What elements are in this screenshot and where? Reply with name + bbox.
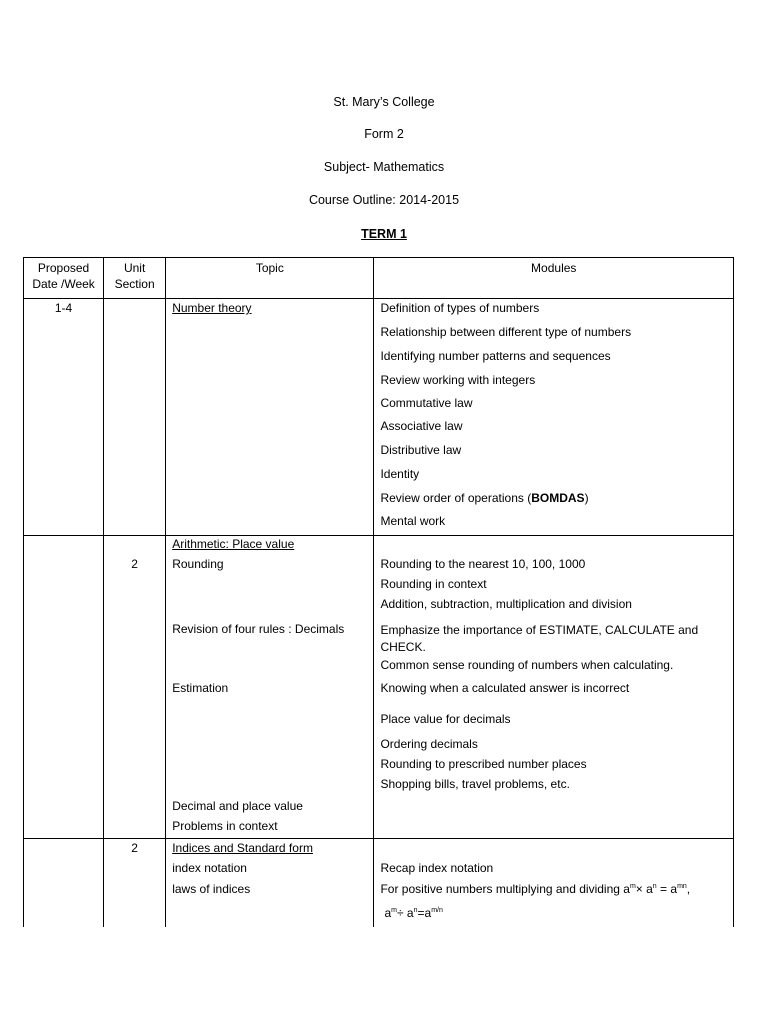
comma: , [686,882,691,896]
school-name: St. Mary’s College [333,95,435,109]
row3-unit-cell [104,839,166,928]
order-ops-close: ) [584,491,589,505]
table-row [24,536,734,839]
list-item [380,882,690,896]
table-header-row [24,258,734,299]
row1-unit-cell [104,299,166,536]
row2-week-cell [24,536,104,839]
header-topic [166,258,374,299]
list-item: CHECK. [380,640,426,654]
list-item: Problems in context [172,819,278,833]
exp-m-over-n: m/n [431,907,443,914]
exp-n2: n [413,907,418,914]
exp-m: m [629,883,636,890]
exp-mn: mn [677,883,687,890]
list-item: index notation [172,861,247,875]
row1-topic: Number theory [172,301,252,315]
list-item: Identity [380,467,420,481]
equals-a2: =a [417,906,432,920]
list-item: Rounding to the nearest 10, 100, 1000 [380,557,586,571]
list-item: Mental work [380,514,446,528]
list-item: Recap index notation [380,861,494,875]
order-ops-text: Review order of operations ( [380,491,532,505]
div-sign-a: ÷ a [397,906,414,920]
list-item: Revision of four rules : Decimals [172,622,345,636]
row2-unit-cell [104,536,166,839]
list-item: Review working with integers [380,373,536,387]
list-item: Definition of types of numbers [380,301,540,315]
list-item: Emphasize the importance of ESTIMATE, CALCULATE and [380,623,699,637]
header-unit-section [104,258,166,299]
course-outline-table [23,257,734,927]
header-modules [374,258,734,299]
list-item: Rounding [172,557,224,571]
table-row [24,839,734,928]
header-modules-label: Modules [531,261,577,275]
list-item: Identifying number patterns and sequences [380,349,611,363]
list-item [380,491,588,505]
index-law-text: For positive numbers multiplying and dividing a [380,882,630,896]
row3-unit: 2 [131,841,138,855]
times-a: × a [635,882,653,896]
row2-topic-heading: Arithmetic: Place value [172,537,295,551]
list-item: Decimal and place value [172,799,303,813]
row3-topic-cell [166,839,374,928]
form-label: Form 2 [364,127,404,141]
exp-n: n [652,883,657,890]
subject-label: Subject- Mathematics [323,160,445,174]
bomdas-text: BOMDAS [531,491,585,505]
row3-topic-heading: Indices and Standard form [172,841,313,855]
list-item: Relationship between different type of numbers [380,325,632,339]
list-item: laws of indices [172,882,251,896]
row1-modules-cell [374,299,734,536]
list-item: Knowing when a calculated answer is incorrect [380,681,630,695]
list-item: Common sense rounding of numbers when calculating. [380,658,674,672]
row3-week-cell [24,839,104,928]
list-item: Distributive law [380,443,462,457]
list-item: Commutative law [380,396,473,410]
row2-modules-cell [374,536,734,839]
list-item [384,906,442,920]
list-item: Associative law [380,419,463,433]
header-unit-line2: Section [114,277,155,291]
header-date-line2: Date /Week [32,277,95,291]
row2-unit: 2 [131,557,138,571]
list-item: Ordering decimals [380,737,478,751]
list-item: Addition, subtraction, multiplication and division [380,597,632,611]
row1-topic-cell [166,299,374,536]
row2-topic-cell [166,536,374,839]
list-item: Estimation [172,681,229,695]
row1-week-cell [24,299,104,536]
list-item: Shopping bills, travel problems, etc. [380,777,570,791]
list-item: Place value for decimals [380,712,511,726]
course-outline-label: Course Outline: 2014-2015 [308,193,460,207]
exp-m2: m [391,907,397,914]
term-heading: TERM 1 [361,227,407,241]
equals-a: = a [656,882,678,896]
row1-week: 1-4 [54,301,73,315]
header-unit-line1: Unit [123,261,146,275]
header-topic-label: Topic [255,261,284,275]
list-item: Rounding in context [380,577,487,591]
list-item: Rounding to prescribed number places [380,757,587,771]
div-a: a [384,906,392,920]
table-row [24,299,734,536]
header-date-week [24,258,104,299]
header-date-line1: Proposed [37,261,90,275]
row3-modules-cell [374,839,734,928]
